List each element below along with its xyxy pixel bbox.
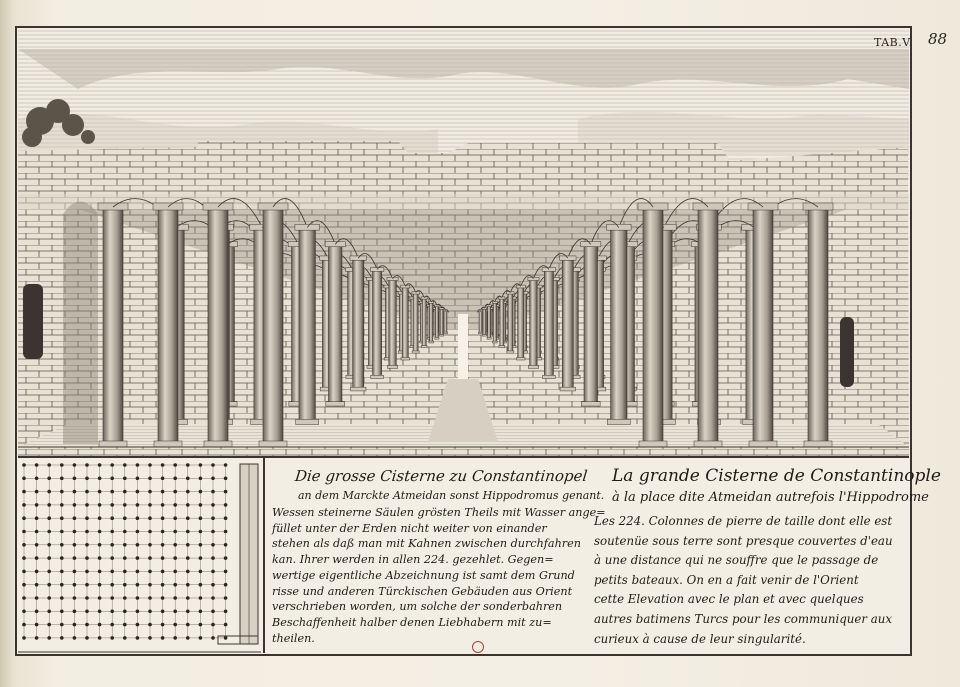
plan-column-dot (186, 490, 190, 494)
plan-column-dot (35, 463, 39, 467)
plan-column-dot (22, 610, 26, 614)
plan-column-dot (123, 463, 127, 467)
plan-column-dot (110, 570, 114, 574)
plan-column-dot (123, 583, 127, 587)
plan-column-dot (211, 516, 215, 520)
plan-column-dot (22, 596, 26, 600)
plan-column-dot (110, 543, 114, 547)
plan-column-dot (123, 516, 127, 520)
plan-column-dot (136, 516, 140, 520)
plan-column-dot (199, 543, 203, 547)
plan-column-dot (173, 596, 177, 600)
plan-column-dot (98, 556, 102, 560)
plan-column-dot (148, 543, 152, 547)
plan-column-dot (173, 463, 177, 467)
plan-column-dot (85, 503, 89, 507)
plan-column-dot (123, 570, 127, 574)
plan-column-dot (85, 490, 89, 494)
plan-column-dot (136, 623, 140, 627)
plan-column-dot (148, 556, 152, 560)
plan-column-dot (211, 636, 215, 640)
plan-column-dot (98, 636, 102, 640)
plan-column-dot (224, 583, 228, 587)
cistern-ground-plan (18, 458, 261, 653)
plan-column-dot (47, 596, 51, 600)
plan-column-dot (22, 570, 26, 574)
plan-column-dot (98, 463, 102, 467)
plan-column-dot (110, 530, 114, 534)
plan-column-dot (148, 610, 152, 614)
plan-column-dot (47, 530, 51, 534)
plan-column-dot (98, 543, 102, 547)
plan-column-dot (22, 543, 26, 547)
plan-column-dot (98, 596, 102, 600)
plan-column-dot (186, 530, 190, 534)
plan-column-dot (199, 490, 203, 494)
plan-column-dot (85, 516, 89, 520)
plan-column-dot (161, 477, 165, 481)
plan-column-dot (211, 543, 215, 547)
plan-column-dot (173, 610, 177, 614)
french-caption-line: à une distance qui ne souffre que le passage de (594, 553, 879, 568)
plan-column-dot (136, 556, 140, 560)
plan-column-dot (186, 503, 190, 507)
plan-column-dot (110, 490, 114, 494)
plan-column-dot (110, 503, 114, 507)
plan-column-dot (35, 530, 39, 534)
plan-column-dot (186, 570, 190, 574)
plan-column-dot (199, 610, 203, 614)
plan-column-dot (22, 636, 26, 640)
plan-column-dot (73, 570, 77, 574)
german-caption-title: Die grosse Cisterne zu Constantinopel (294, 467, 589, 485)
plan-column-dot (98, 623, 102, 627)
plan-column-dot (123, 490, 127, 494)
plan-column-dot (22, 463, 26, 467)
plan-column-dot (73, 503, 77, 507)
plan-column-dot (60, 570, 64, 574)
plan-column-dot (186, 583, 190, 587)
plan-column-dot (148, 463, 152, 467)
plan-column-dot (35, 477, 39, 481)
book-binding-edge (0, 0, 14, 687)
plan-column-dot (224, 636, 228, 640)
plan-column-dot (211, 463, 215, 467)
plan-column-dot (35, 503, 39, 507)
french-caption-line: curieux à cause de leur singularité. (594, 631, 806, 646)
plan-column-dot (224, 596, 228, 600)
plan-column-dot (211, 490, 215, 494)
plan-column-dot (186, 596, 190, 600)
plan-column-dot (22, 530, 26, 534)
plan-column-dot (161, 596, 165, 600)
plan-column-dot (73, 636, 77, 640)
plan-column-dot (224, 490, 228, 494)
plan-column-dot (211, 477, 215, 481)
plan-column-dot (173, 490, 177, 494)
plan-column-dot (136, 596, 140, 600)
plan-column-dot (123, 610, 127, 614)
german-caption-body (272, 505, 606, 646)
plan-column-dot (148, 570, 152, 574)
plan-column-dot (85, 636, 89, 640)
german-caption-line: verschrieben worden, um solche der sonderbahren (272, 600, 563, 614)
plan-column-dot (73, 463, 77, 467)
plan-column-dot (60, 610, 64, 614)
plan-column-dot (47, 570, 51, 574)
plan-column-dot (98, 530, 102, 534)
plan-column-dot (186, 516, 190, 520)
plan-column-dot (186, 477, 190, 481)
plan-column-dot (47, 583, 51, 587)
plan-column-dot (148, 623, 152, 627)
plan-column-dot (123, 596, 127, 600)
plan-column-dot (35, 543, 39, 547)
plan-column-dot (148, 516, 152, 520)
german-caption-subtitle: an dem Marckte Atmeidan sonst Hippodromus genant. (298, 489, 605, 502)
plan-column-dot (60, 516, 64, 520)
plan-column-dot (110, 463, 114, 467)
plan-column-dot (22, 477, 26, 481)
plan-column-dot (98, 570, 102, 574)
plan-column-dot (47, 543, 51, 547)
plan-column-dot (73, 583, 77, 587)
plan-column-dot (161, 636, 165, 640)
german-caption-line: kan. Ihrer werden in allen 224. gezehlet. Gegen= (272, 553, 554, 567)
plan-column-dot (161, 570, 165, 574)
plan-column-dot (110, 556, 114, 560)
plan-column-dot (173, 623, 177, 627)
plan-column-dot (199, 530, 203, 534)
plan-column-dot (161, 623, 165, 627)
plan-column-dot (199, 623, 203, 627)
plan-column-dot (148, 477, 152, 481)
french-caption-line: petits bateaux. On en a fait venir de l'Orient (594, 572, 859, 587)
plan-column-dot (224, 610, 228, 614)
plan-column-dot (161, 516, 165, 520)
german-caption-line: Wessen steinerne Säulen grösten Theils mit Wasser ange= (272, 506, 606, 519)
plan-column-dot (173, 556, 177, 560)
plan-column-dot (47, 463, 51, 467)
plan-column-dot (60, 623, 64, 627)
plan-column-dot (110, 610, 114, 614)
plan-column-dot (161, 556, 165, 560)
plan-column-dot (22, 503, 26, 507)
plan-column-dot (60, 503, 64, 507)
plan-column-dot (35, 636, 39, 640)
french-caption-line: cette Elevation avec le plan et avec quelques (594, 592, 864, 607)
plan-column-dot (148, 583, 152, 587)
plan-column-dot (73, 530, 77, 534)
plan-column-dot (110, 516, 114, 520)
plan-column-dot (199, 516, 203, 520)
french-caption-title: La grande Cisterne de Constantinople (612, 466, 941, 486)
plan-column-dot (98, 610, 102, 614)
plan-column-dot (60, 583, 64, 587)
plan-column-dot (173, 636, 177, 640)
german-caption-line: Beschaffenheit halber denen Liebhabern mit zu= (272, 615, 552, 629)
plan-column-dot (161, 530, 165, 534)
plan-column-dot (110, 583, 114, 587)
plan-column-dot (199, 570, 203, 574)
plan-column-dot (173, 503, 177, 507)
plan-column-dot (85, 623, 89, 627)
plan-column-dot (161, 610, 165, 614)
plan-column-dot (224, 570, 228, 574)
plan-column-dot (211, 530, 215, 534)
plan-column-dot (199, 556, 203, 560)
plan-column-dot (60, 530, 64, 534)
plan-column-dot (136, 583, 140, 587)
plan-column-dot (47, 477, 51, 481)
plan-column-dot (85, 477, 89, 481)
plan-column-dot (110, 623, 114, 627)
plan-column-dot (110, 596, 114, 600)
plan-column-dot (47, 490, 51, 494)
german-caption-line: risse und anderen Türckischen Gebäuden aus Orient (272, 584, 573, 598)
plan-column-dot (73, 543, 77, 547)
plan-column-dot (199, 463, 203, 467)
plate-label: TAB.V. (874, 36, 913, 49)
plan-column-dot (136, 503, 140, 507)
plan-column-dot (199, 636, 203, 640)
plan-column-dot (161, 583, 165, 587)
plan-column-dot (148, 530, 152, 534)
plan-column-dot (22, 623, 26, 627)
library-stamp (472, 641, 484, 653)
plan-column-dot (47, 610, 51, 614)
plan-column-dot (85, 596, 89, 600)
plan-column-dot (60, 463, 64, 467)
plan-column-dot (110, 636, 114, 640)
plan-column-dot (98, 490, 102, 494)
plan-column-dot (211, 556, 215, 560)
plan-column-dot (22, 490, 26, 494)
german-caption-line: füllet unter der Erden nicht weiter von einander (272, 521, 547, 535)
plan-column-dot (173, 530, 177, 534)
plan-column-dot (136, 543, 140, 547)
plan-column-dot (161, 543, 165, 547)
plan-column-dot (85, 610, 89, 614)
plan-column-dot (224, 623, 228, 627)
plan-column-dot (47, 503, 51, 507)
plan-column-dot (73, 516, 77, 520)
plan-column-dot (211, 503, 215, 507)
french-caption-line: Les 224. Colonnes de pierre de taille dont elle est (594, 514, 893, 528)
plan-column-dot (136, 490, 140, 494)
plan-column-dot (186, 556, 190, 560)
plan-column-dot (85, 583, 89, 587)
plan-column-dot (47, 636, 51, 640)
plan-column-dot (73, 610, 77, 614)
german-caption-line: wertige eigentliche Abzeichnung ist samt dem Grund (272, 568, 575, 582)
plan-column-dot (136, 530, 140, 534)
page-number: 88 (928, 30, 948, 48)
plan-column-dot (199, 503, 203, 507)
plan-column-dot (161, 490, 165, 494)
plan-column-dot (224, 477, 228, 481)
plan-column-dot (110, 477, 114, 481)
plan-column-dot (123, 503, 127, 507)
plan-column-dot (211, 610, 215, 614)
plan-column-dot (60, 636, 64, 640)
plan-column-dot (98, 516, 102, 520)
plan-column-dot (123, 556, 127, 560)
french-caption-body (594, 512, 904, 649)
plan-column-dot (224, 503, 228, 507)
plan-column-dot (224, 543, 228, 547)
plan-column-dot (73, 556, 77, 560)
plan-column-dot (199, 596, 203, 600)
plan-column-dot (148, 490, 152, 494)
plan-column-dot (224, 556, 228, 560)
plan-column-dot (73, 477, 77, 481)
plan-column-dot (35, 490, 39, 494)
plan-column-dot (85, 543, 89, 547)
plan-column-dot (199, 477, 203, 481)
plan-column-dot (186, 623, 190, 627)
plan-column-dot (35, 623, 39, 627)
plan-column-dot (60, 477, 64, 481)
plan-column-dot (224, 463, 228, 467)
plan-column-dot (60, 543, 64, 547)
plan-column-dot (22, 583, 26, 587)
plan-column-dot (47, 556, 51, 560)
plan-column-dot (98, 503, 102, 507)
german-caption-line: theilen. (272, 631, 315, 645)
plan-column-dot (35, 583, 39, 587)
plan-column-dot (148, 636, 152, 640)
plan-column-dot (224, 516, 228, 520)
plan-column-dot (35, 596, 39, 600)
plan-column-dot (161, 503, 165, 507)
plan-column-dot (161, 463, 165, 467)
plan-column-dot (73, 490, 77, 494)
plan-column-dot (186, 543, 190, 547)
german-caption-line: stehen als daß man mit Kahnen zwischen durchfahren (272, 537, 581, 551)
plan-column-dot (123, 543, 127, 547)
plan-column-dot (211, 596, 215, 600)
french-caption-line: autres batimens Turcs pour les communiquer aux (594, 611, 893, 626)
plan-column-dot (35, 610, 39, 614)
plan-column-dot (35, 516, 39, 520)
plan-column-dot (148, 503, 152, 507)
french-caption-subtitle: à la place dite Atmeidan autrefois l'Hippodrome (612, 490, 929, 505)
plan-column-dot (186, 610, 190, 614)
plan-column-dot (136, 463, 140, 467)
plan-column-dot (136, 636, 140, 640)
plan-column-dot (173, 570, 177, 574)
plan-column-dot (35, 570, 39, 574)
plan-column-dot (85, 530, 89, 534)
plan-column-dot (173, 477, 177, 481)
plan-column-dot (123, 636, 127, 640)
plan-column-dot (123, 623, 127, 627)
plan-column-dot (173, 543, 177, 547)
plan-column-dot (211, 583, 215, 587)
plan-column-dot (136, 477, 140, 481)
plan-column-dot (60, 556, 64, 560)
plan-column-dot (148, 596, 152, 600)
plan-column-dot (22, 556, 26, 560)
plan-column-dot (85, 570, 89, 574)
plan-column-dot (22, 516, 26, 520)
plan-column-dot (199, 583, 203, 587)
plan-column-dot (224, 530, 228, 534)
plan-column-dot (98, 583, 102, 587)
plan-column-dot (85, 556, 89, 560)
plan-column-dot (136, 570, 140, 574)
plan-column-dot (73, 623, 77, 627)
plan-column-dot (60, 490, 64, 494)
plan-column-dot (211, 623, 215, 627)
plan-column-dot (186, 636, 190, 640)
plan-column-dot (123, 530, 127, 534)
plan-column-dot (173, 516, 177, 520)
plan-column-dot (173, 583, 177, 587)
plan-column-dot (60, 596, 64, 600)
plan-column-dot (136, 610, 140, 614)
plan-column-dot (186, 463, 190, 467)
plan-column-dot (211, 570, 215, 574)
plan-column-dot (123, 477, 127, 481)
plan-column-dot (35, 556, 39, 560)
plan-column-dot (47, 623, 51, 627)
plan-column-dot (98, 477, 102, 481)
plan-column-dot (47, 516, 51, 520)
french-caption-line: soutenüe sous terre sont presque couvertes d'eau (594, 533, 893, 548)
cistern-engraving (18, 29, 909, 456)
plan-column-dot (73, 596, 77, 600)
plan-column-dot (85, 463, 89, 467)
